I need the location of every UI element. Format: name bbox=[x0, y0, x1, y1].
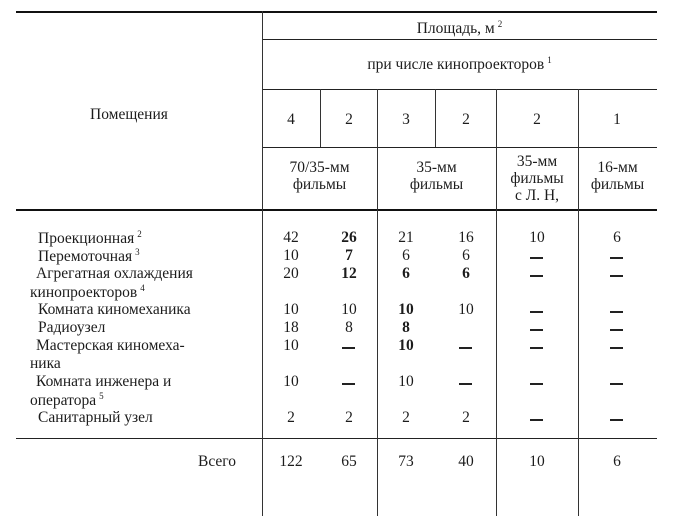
empty-dash bbox=[342, 347, 355, 349]
table-cell: 2 bbox=[402, 409, 410, 426]
table-cell: 21 bbox=[398, 229, 414, 246]
table-cell: 8 bbox=[345, 319, 353, 336]
total-rule bbox=[16, 438, 657, 439]
table-cell: 2 bbox=[462, 409, 470, 426]
film-group-label: с Л. Н, bbox=[514, 187, 560, 204]
film-group-label: 16-мм bbox=[597, 159, 638, 176]
header-rule-counts bbox=[262, 147, 657, 148]
row-label: Комната киномеханика bbox=[38, 301, 191, 318]
table-cell: 10 bbox=[283, 373, 299, 390]
film-group-label: фильмы bbox=[409, 176, 464, 193]
table-cell: 6 bbox=[613, 229, 621, 246]
row-label: Перемоточная $^3$ bbox=[38, 247, 140, 265]
total-cell: 65 bbox=[341, 453, 357, 470]
projector-count-cell: 2 bbox=[345, 111, 353, 128]
empty-dash bbox=[459, 383, 472, 385]
row-label: Проекционная $^2$ bbox=[38, 229, 142, 247]
col-divider-1 bbox=[320, 89, 321, 147]
table-cell: 6 bbox=[462, 265, 470, 282]
table-top-rule bbox=[16, 11, 657, 13]
projector-count-cell: 3 bbox=[402, 111, 410, 128]
empty-dash bbox=[610, 329, 623, 331]
table-cell: 7 bbox=[345, 247, 353, 264]
table-cell: 6 bbox=[462, 247, 470, 264]
table-cell: 10 bbox=[283, 337, 299, 354]
empty-dash bbox=[610, 419, 623, 421]
table-cell: 10 bbox=[283, 247, 299, 264]
projector-count-cell: 1 bbox=[613, 111, 621, 128]
empty-dash bbox=[530, 329, 543, 331]
empty-dash bbox=[530, 347, 543, 349]
film-group-label: фильмы bbox=[590, 176, 645, 193]
table-cell: 2 bbox=[287, 409, 295, 426]
header-bottom-rule bbox=[16, 209, 657, 211]
header-rule-projectors bbox=[262, 89, 657, 90]
total-cell: 10 bbox=[529, 453, 545, 470]
total-cell: 6 bbox=[613, 453, 621, 470]
film-group-label: фильмы bbox=[292, 176, 347, 193]
empty-dash bbox=[610, 383, 623, 385]
table-cell: 6 bbox=[402, 265, 410, 282]
table-cell: 10 bbox=[283, 301, 299, 318]
col-divider-room bbox=[262, 11, 263, 516]
table-cell: 6 bbox=[402, 247, 410, 264]
table-cell: 10 bbox=[458, 301, 474, 318]
table-cell: 12 bbox=[341, 265, 357, 282]
area-table bbox=[16, 11, 657, 516]
table-cell: 42 bbox=[283, 229, 299, 246]
row-label-continued: оператора $^5$ bbox=[30, 391, 104, 409]
col-divider-5 bbox=[578, 89, 579, 516]
film-group-label: 35-мм bbox=[416, 159, 457, 176]
projectors-header: при числе кинопроекторов $^1$ bbox=[367, 55, 552, 73]
header-rule-area bbox=[262, 39, 657, 40]
row-label: Агрегатная охлаждения bbox=[36, 265, 193, 282]
row-label-continued: кинопроекторов $^4$ bbox=[30, 283, 145, 301]
area-header: Площадь, м $^2$ bbox=[416, 19, 503, 37]
empty-dash bbox=[530, 311, 543, 313]
empty-dash bbox=[530, 419, 543, 421]
empty-dash bbox=[530, 275, 543, 277]
row-label: Санитарный узел bbox=[38, 409, 153, 426]
projector-count-cell: 2 bbox=[462, 111, 470, 128]
row-label-continued: ника bbox=[30, 355, 61, 372]
row-label: Радиоузел bbox=[38, 319, 106, 336]
table-cell: 26 bbox=[341, 229, 357, 246]
empty-dash bbox=[610, 275, 623, 277]
empty-dash bbox=[610, 347, 623, 349]
table-cell: 16 bbox=[458, 229, 474, 246]
table-cell: 10 bbox=[398, 301, 414, 318]
total-cell: 122 bbox=[279, 453, 303, 470]
table-cell: 8 bbox=[402, 319, 410, 336]
table-cell: 2 bbox=[345, 409, 353, 426]
table-cell: 20 bbox=[283, 265, 299, 282]
empty-dash bbox=[459, 347, 472, 349]
table-cell: 10 bbox=[398, 337, 414, 354]
table-cell: 10 bbox=[529, 229, 545, 246]
film-group-label: фильмы bbox=[510, 170, 564, 187]
total-label: Всего bbox=[198, 453, 237, 470]
table-cell: 10 bbox=[398, 373, 414, 390]
room-column-header: Помещения bbox=[90, 106, 168, 123]
projector-count-cell: 4 bbox=[287, 111, 295, 128]
film-group-label: 35-мм bbox=[516, 153, 558, 170]
table-cell: 18 bbox=[283, 319, 299, 336]
col-divider-2 bbox=[377, 89, 378, 516]
projector-count-cell: 2 bbox=[533, 111, 541, 128]
empty-dash bbox=[342, 383, 355, 385]
empty-dash bbox=[610, 311, 623, 313]
table-cell: 10 bbox=[341, 301, 357, 318]
col-divider-3 bbox=[435, 89, 436, 147]
empty-dash bbox=[610, 257, 623, 259]
film-group-label: 70/35-мм bbox=[289, 159, 350, 176]
empty-dash bbox=[530, 383, 543, 385]
empty-dash bbox=[530, 257, 543, 259]
row-label: Комната инженера и bbox=[36, 373, 172, 390]
total-cell: 40 bbox=[458, 453, 474, 470]
row-label: Мастерская киномеха- bbox=[36, 337, 185, 354]
total-cell: 73 bbox=[398, 453, 414, 470]
